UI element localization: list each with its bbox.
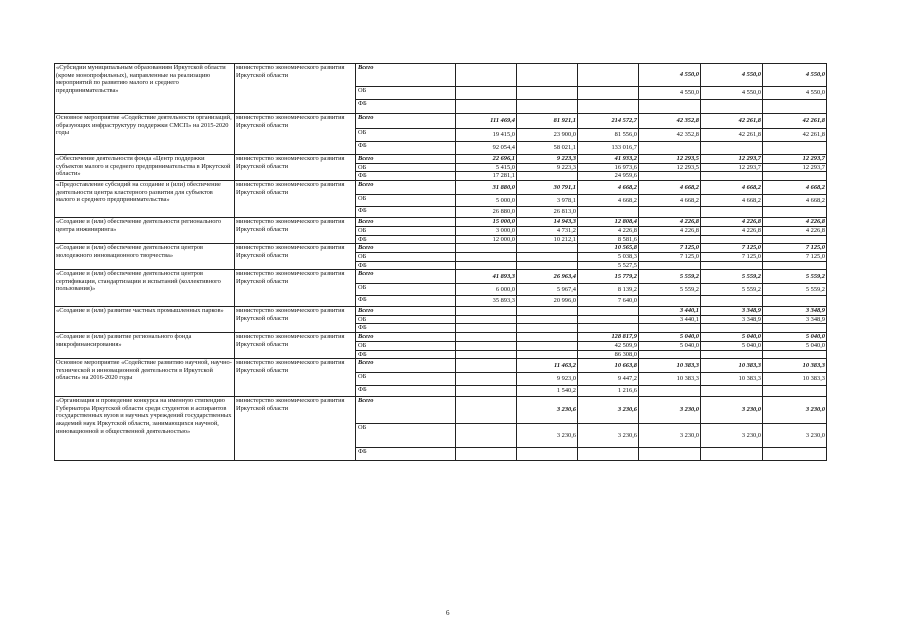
amount-cell: 3 978,1 <box>517 195 578 207</box>
amount-cell <box>701 296 763 307</box>
amount-cell: 5 040,0 <box>763 332 827 341</box>
amount-cell: 5 967,4 <box>517 284 578 296</box>
table-row <box>55 270 827 284</box>
amount-cell: 6 000,0 <box>456 284 517 296</box>
amount-cell <box>763 448 827 461</box>
amount-cell: 4 550,0 <box>701 87 763 100</box>
amount-cell: 5 559,2 <box>763 284 827 296</box>
amount-cell: 35 893,3 <box>456 296 517 307</box>
funding-source-label: ФБ <box>356 296 456 307</box>
funding-source-label: Всего <box>356 155 456 164</box>
amount-cell <box>763 324 827 333</box>
amount-cell: 4 550,0 <box>701 64 763 87</box>
amount-cell <box>639 207 701 218</box>
event-name-cell: «Субсидии муниципальным образованиям Иркутской области (кроме монопрофильных), направленные на реализацию мероприятий по развитию малого и среднего предпринимательства» <box>55 64 235 114</box>
funding-source-label: ОБ <box>356 163 456 172</box>
amount-cell: 3 230,0 <box>639 397 701 424</box>
table-row <box>55 218 827 227</box>
amount-cell <box>517 87 578 100</box>
table-row <box>55 64 827 87</box>
amount-cell: 4 668,2 <box>639 181 701 195</box>
funding-source-label: ОБ <box>356 284 456 296</box>
amount-cell: 3 440,1 <box>639 307 701 316</box>
event-name-cell: «Создание и (или) обеспечение деятельности регионального центра инжиниринга» <box>55 218 235 244</box>
amount-cell: 1 540,2 <box>517 386 578 397</box>
amount-cell: 10 565,8 <box>578 244 639 253</box>
funding-source-label: ФБ <box>356 172 456 181</box>
amount-cell <box>578 307 639 316</box>
funding-source-label: ФБ <box>356 100 456 114</box>
table-row <box>55 114 827 129</box>
amount-cell: 4 668,2 <box>763 195 827 207</box>
amount-cell: 92 054,4 <box>456 142 517 155</box>
amount-cell <box>517 448 578 461</box>
event-name-cell: «Создание и (или) развитие частных промышленных парков» <box>55 307 235 333</box>
amount-cell: 31 880,0 <box>456 181 517 195</box>
amount-cell: 42 352,8 <box>639 129 701 142</box>
amount-cell: 81 921,1 <box>517 114 578 129</box>
amount-cell: 10 383,3 <box>763 373 827 386</box>
amount-cell <box>456 448 517 461</box>
amount-cell <box>456 87 517 100</box>
amount-cell: 4 550,0 <box>639 87 701 100</box>
amount-cell <box>639 172 701 181</box>
amount-cell <box>456 332 517 341</box>
amount-cell: 7 125,0 <box>639 244 701 253</box>
amount-cell <box>763 261 827 270</box>
amount-cell: 7 125,0 <box>763 244 827 253</box>
amount-cell: 3 440,1 <box>639 315 701 324</box>
amount-cell: 10 383,3 <box>701 359 763 373</box>
amount-cell: 4 226,8 <box>701 218 763 227</box>
amount-cell: 133 016,7 <box>578 142 639 155</box>
funding-source-label: ОБ <box>356 129 456 142</box>
amount-cell <box>456 359 517 373</box>
amount-cell: 5 559,2 <box>639 284 701 296</box>
amount-cell: 4 731,2 <box>517 226 578 235</box>
amount-cell <box>639 100 701 114</box>
table-row <box>55 307 827 316</box>
amount-cell <box>639 350 701 359</box>
amount-cell: 7 125,0 <box>639 252 701 261</box>
amount-cell: 42 261,8 <box>763 114 827 129</box>
amount-cell <box>578 207 639 218</box>
amount-cell <box>456 424 517 448</box>
amount-cell: 4 668,2 <box>639 195 701 207</box>
funding-source-label: Всего <box>356 307 456 316</box>
table-row <box>55 181 827 195</box>
amount-cell: 4 550,0 <box>763 87 827 100</box>
amount-cell: 3 230,6 <box>517 397 578 424</box>
amount-cell: 3 230,0 <box>763 397 827 424</box>
table-row <box>55 397 827 424</box>
page-number: 6 <box>446 609 450 617</box>
amount-cell <box>701 142 763 155</box>
funding-source-label: ОБ <box>356 424 456 448</box>
amount-cell <box>517 252 578 261</box>
amount-cell: 12 293,7 <box>701 155 763 164</box>
amount-cell: 3 230,6 <box>517 424 578 448</box>
event-name-cell: «Предоставление субсидий на создание и (или) обеспечение деятельности центра кластерного развития для субъектов малого и среднего предпринимательства» <box>55 181 235 218</box>
funding-source-label: ОБ <box>356 315 456 324</box>
amount-cell: 4 668,2 <box>578 195 639 207</box>
amount-cell: 24 959,6 <box>578 172 639 181</box>
amount-cell: 7 125,0 <box>701 252 763 261</box>
amount-cell: 86 308,0 <box>578 350 639 359</box>
amount-cell <box>701 324 763 333</box>
amount-cell: 3 348,9 <box>763 315 827 324</box>
amount-cell: 128 817,9 <box>578 332 639 341</box>
amount-cell <box>701 100 763 114</box>
amount-cell: 4 550,0 <box>639 64 701 87</box>
amount-cell <box>517 172 578 181</box>
amount-cell <box>456 373 517 386</box>
amount-cell: 58 021,1 <box>517 142 578 155</box>
amount-cell <box>517 64 578 87</box>
funding-source-label: ФБ <box>356 207 456 218</box>
funding-source-label: ОБ <box>356 226 456 235</box>
amount-cell <box>701 386 763 397</box>
funding-source-label: Всего <box>356 64 456 87</box>
funding-source-label: ФБ <box>356 235 456 244</box>
amount-cell <box>639 142 701 155</box>
amount-cell: 12 293,7 <box>701 163 763 172</box>
amount-cell <box>578 87 639 100</box>
amount-cell: 3 348,9 <box>701 315 763 324</box>
funding-source-label: Всего <box>356 270 456 284</box>
amount-cell: 23 900,0 <box>517 129 578 142</box>
amount-cell: 5 040,0 <box>639 341 701 350</box>
amount-cell: 4 226,8 <box>639 218 701 227</box>
amount-cell: 5 040,0 <box>701 332 763 341</box>
amount-cell: 5 559,2 <box>639 270 701 284</box>
amount-cell: 12 293,5 <box>639 155 701 164</box>
amount-cell <box>517 324 578 333</box>
amount-cell <box>763 350 827 359</box>
table-row <box>55 244 827 253</box>
amount-cell <box>578 448 639 461</box>
event-name-cell: «Создание и (или) развитие регионального фонда микрофинансирования» <box>55 332 235 358</box>
amount-cell: 22 696,1 <box>456 155 517 164</box>
executor-cell: министерство экономического развития Иркутской области <box>235 307 356 333</box>
amount-cell <box>456 386 517 397</box>
funding-source-label: ФБ <box>356 448 456 461</box>
event-name-cell: Основное мероприятие «Содействие деятельности организаций, образующих инфраструктуру поддержки СМСП» на 2015-2020 годы <box>55 114 235 155</box>
funding-source-label: ОБ <box>356 373 456 386</box>
event-name-cell: «Организация и проведение конкурса на именную стипендию Губернатора Иркутской области среди студентов и аспирантов государственных вузов и научных учреждений государственных академий наук Иркутской области, занимающихся научной, инновационной и общественной деятельностью» <box>55 397 235 461</box>
amount-cell <box>517 341 578 350</box>
funding-source-label: Всего <box>356 244 456 253</box>
executor-cell: министерство экономического развития Иркутской области <box>235 155 356 181</box>
amount-cell: 81 556,0 <box>578 129 639 142</box>
executor-cell: министерство экономического развития Иркутской области <box>235 181 356 218</box>
amount-cell: 5 000,0 <box>456 195 517 207</box>
amount-cell: 3 230,0 <box>639 424 701 448</box>
amount-cell: 5 415,0 <box>456 163 517 172</box>
amount-cell <box>456 324 517 333</box>
funding-source-label: Всего <box>356 359 456 373</box>
funding-source-label: Всего <box>356 218 456 227</box>
amount-cell: 15 000,0 <box>456 218 517 227</box>
amount-cell <box>456 341 517 350</box>
amount-cell: 20 996,0 <box>517 296 578 307</box>
funding-source-label: Всего <box>356 332 456 341</box>
amount-cell <box>763 235 827 244</box>
amount-cell: 3 230,0 <box>701 397 763 424</box>
amount-cell: 10 383,3 <box>639 359 701 373</box>
amount-cell: 5 527,5 <box>578 261 639 270</box>
amount-cell <box>578 315 639 324</box>
funding-source-label: ФБ <box>356 386 456 397</box>
amount-cell: 12 293,7 <box>763 155 827 164</box>
amount-cell: 30 791,1 <box>517 181 578 195</box>
amount-cell: 4 668,2 <box>701 195 763 207</box>
amount-cell: 5 038,3 <box>578 252 639 261</box>
amount-cell: 11 463,2 <box>517 359 578 373</box>
amount-cell <box>763 296 827 307</box>
amount-cell: 7 125,0 <box>701 244 763 253</box>
budget-table <box>54 63 827 461</box>
executor-cell: министерство экономического развития Иркутской области <box>235 397 356 461</box>
amount-cell: 9 223,3 <box>517 163 578 172</box>
amount-cell: 42 261,8 <box>701 114 763 129</box>
amount-cell: 5 559,2 <box>763 270 827 284</box>
amount-cell <box>517 244 578 253</box>
amount-cell: 3 230,0 <box>701 424 763 448</box>
amount-cell: 214 572,7 <box>578 114 639 129</box>
amount-cell <box>701 172 763 181</box>
funding-source-label: ФБ <box>356 350 456 359</box>
amount-cell: 12 000,0 <box>456 235 517 244</box>
amount-cell: 3 230,0 <box>763 424 827 448</box>
amount-cell: 16 973,6 <box>578 163 639 172</box>
amount-cell: 3 230,6 <box>578 424 639 448</box>
amount-cell: 4 226,8 <box>763 226 827 235</box>
amount-cell <box>517 350 578 359</box>
amount-cell: 10 383,3 <box>701 373 763 386</box>
amount-cell: 9 447,2 <box>578 373 639 386</box>
funding-source-label: ОБ <box>356 252 456 261</box>
executor-cell: министерство экономического развития Иркутской области <box>235 218 356 244</box>
amount-cell: 42 352,8 <box>639 114 701 129</box>
amount-cell: 5 040,0 <box>639 332 701 341</box>
funding-source-label: ОБ <box>356 195 456 207</box>
amount-cell: 111 469,4 <box>456 114 517 129</box>
executor-cell: министерство экономического развития Иркутской области <box>235 359 356 397</box>
amount-cell <box>517 307 578 316</box>
event-name-cell: «Создание и (или) обеспечение деятельности центров молодежного инновационного творчества» <box>55 244 235 270</box>
amount-cell: 12 293,5 <box>639 163 701 172</box>
amount-cell: 3 000,0 <box>456 226 517 235</box>
amount-cell: 5 559,2 <box>701 284 763 296</box>
amount-cell <box>701 207 763 218</box>
amount-cell <box>639 324 701 333</box>
amount-cell <box>456 397 517 424</box>
amount-cell: 10 383,3 <box>639 373 701 386</box>
executor-cell: министерство экономического развития Иркутской области <box>235 270 356 307</box>
amount-cell: 14 943,3 <box>517 218 578 227</box>
amount-cell <box>578 64 639 87</box>
funding-source-label: Всего <box>356 114 456 129</box>
amount-cell <box>639 261 701 270</box>
amount-cell: 9 223,3 <box>517 155 578 164</box>
amount-cell: 10 383,3 <box>763 359 827 373</box>
amount-cell <box>701 350 763 359</box>
funding-source-label: Всего <box>356 397 456 424</box>
executor-cell: министерство экономического развития Иркутской области <box>235 244 356 270</box>
funding-source-label: ОБ <box>356 341 456 350</box>
funding-source-label: ФБ <box>356 324 456 333</box>
amount-cell <box>456 64 517 87</box>
amount-cell: 9 923,0 <box>517 373 578 386</box>
amount-cell <box>456 100 517 114</box>
table-row <box>55 332 827 341</box>
amount-cell: 7 125,0 <box>763 252 827 261</box>
funding-source-label: ФБ <box>356 261 456 270</box>
amount-cell: 4 226,8 <box>639 226 701 235</box>
amount-cell <box>517 100 578 114</box>
amount-cell <box>763 386 827 397</box>
amount-cell <box>517 261 578 270</box>
amount-cell: 8 581,6 <box>578 235 639 244</box>
amount-cell: 5 040,0 <box>763 341 827 350</box>
amount-cell: 5 040,0 <box>701 341 763 350</box>
amount-cell: 41 933,2 <box>578 155 639 164</box>
amount-cell: 12 293,7 <box>763 163 827 172</box>
amount-cell <box>701 448 763 461</box>
event-name-cell: «Обеспечение деятельности фонда «Центр поддержки субъектов малого и среднего предпринимательства в Иркутской области» <box>55 155 235 181</box>
amount-cell: 4 668,2 <box>578 181 639 195</box>
amount-cell: 5 559,2 <box>701 270 763 284</box>
amount-cell: 4 668,2 <box>763 181 827 195</box>
amount-cell <box>517 332 578 341</box>
executor-cell: министерство экономического развития Иркутской области <box>235 64 356 114</box>
amount-cell: 12 808,4 <box>578 218 639 227</box>
table-row <box>55 155 827 164</box>
amount-cell <box>763 207 827 218</box>
amount-cell: 4 550,0 <box>763 64 827 87</box>
amount-cell: 15 779,2 <box>578 270 639 284</box>
amount-cell <box>456 252 517 261</box>
funding-source-label: Всего <box>356 181 456 195</box>
amount-cell: 26 963,4 <box>517 270 578 284</box>
funding-source-label: ФБ <box>356 142 456 155</box>
amount-cell <box>763 100 827 114</box>
amount-cell <box>456 261 517 270</box>
amount-cell <box>517 315 578 324</box>
amount-cell: 26 880,0 <box>456 207 517 218</box>
amount-cell <box>701 235 763 244</box>
amount-cell: 42 509,9 <box>578 341 639 350</box>
amount-cell: 10 663,8 <box>578 359 639 373</box>
amount-cell: 3 230,6 <box>578 397 639 424</box>
amount-cell: 19 415,0 <box>456 129 517 142</box>
executor-cell: министерство экономического развития Иркутской области <box>235 332 356 358</box>
amount-cell: 3 348,9 <box>763 307 827 316</box>
amount-cell <box>639 448 701 461</box>
amount-cell <box>701 261 763 270</box>
amount-cell: 42 261,8 <box>701 129 763 142</box>
amount-cell <box>578 324 639 333</box>
amount-cell <box>763 172 827 181</box>
amount-cell: 4 226,8 <box>578 226 639 235</box>
funding-source-label: ОБ <box>356 87 456 100</box>
amount-cell: 42 261,8 <box>763 129 827 142</box>
amount-cell <box>456 307 517 316</box>
event-name-cell: «Создание и (или) обеспечение деятельности центров сертификации, стандартизации и испытаний (коллективного пользования)» <box>55 270 235 307</box>
amount-cell: 26 813,0 <box>517 207 578 218</box>
amount-cell <box>456 350 517 359</box>
amount-cell: 4 226,8 <box>701 226 763 235</box>
amount-cell <box>456 315 517 324</box>
amount-cell: 41 893,3 <box>456 270 517 284</box>
event-name-cell: Основное мероприятие «Содействие развитию научной, научно-технической и инновационной деятельности в Иркутской области» на 2016-2020 годы <box>55 359 235 397</box>
amount-cell: 8 139,2 <box>578 284 639 296</box>
table-row <box>55 359 827 373</box>
amount-cell <box>763 142 827 155</box>
amount-cell <box>639 235 701 244</box>
amount-cell <box>578 100 639 114</box>
amount-cell <box>639 386 701 397</box>
amount-cell: 10 212,1 <box>517 235 578 244</box>
amount-cell: 17 281,1 <box>456 172 517 181</box>
amount-cell <box>639 296 701 307</box>
amount-cell: 7 640,0 <box>578 296 639 307</box>
amount-cell: 1 216,6 <box>578 386 639 397</box>
amount-cell <box>456 244 517 253</box>
executor-cell: министерство экономического развития Иркутской области <box>235 114 356 155</box>
amount-cell: 4 668,2 <box>701 181 763 195</box>
amount-cell: 4 226,8 <box>763 218 827 227</box>
amount-cell: 3 348,9 <box>701 307 763 316</box>
